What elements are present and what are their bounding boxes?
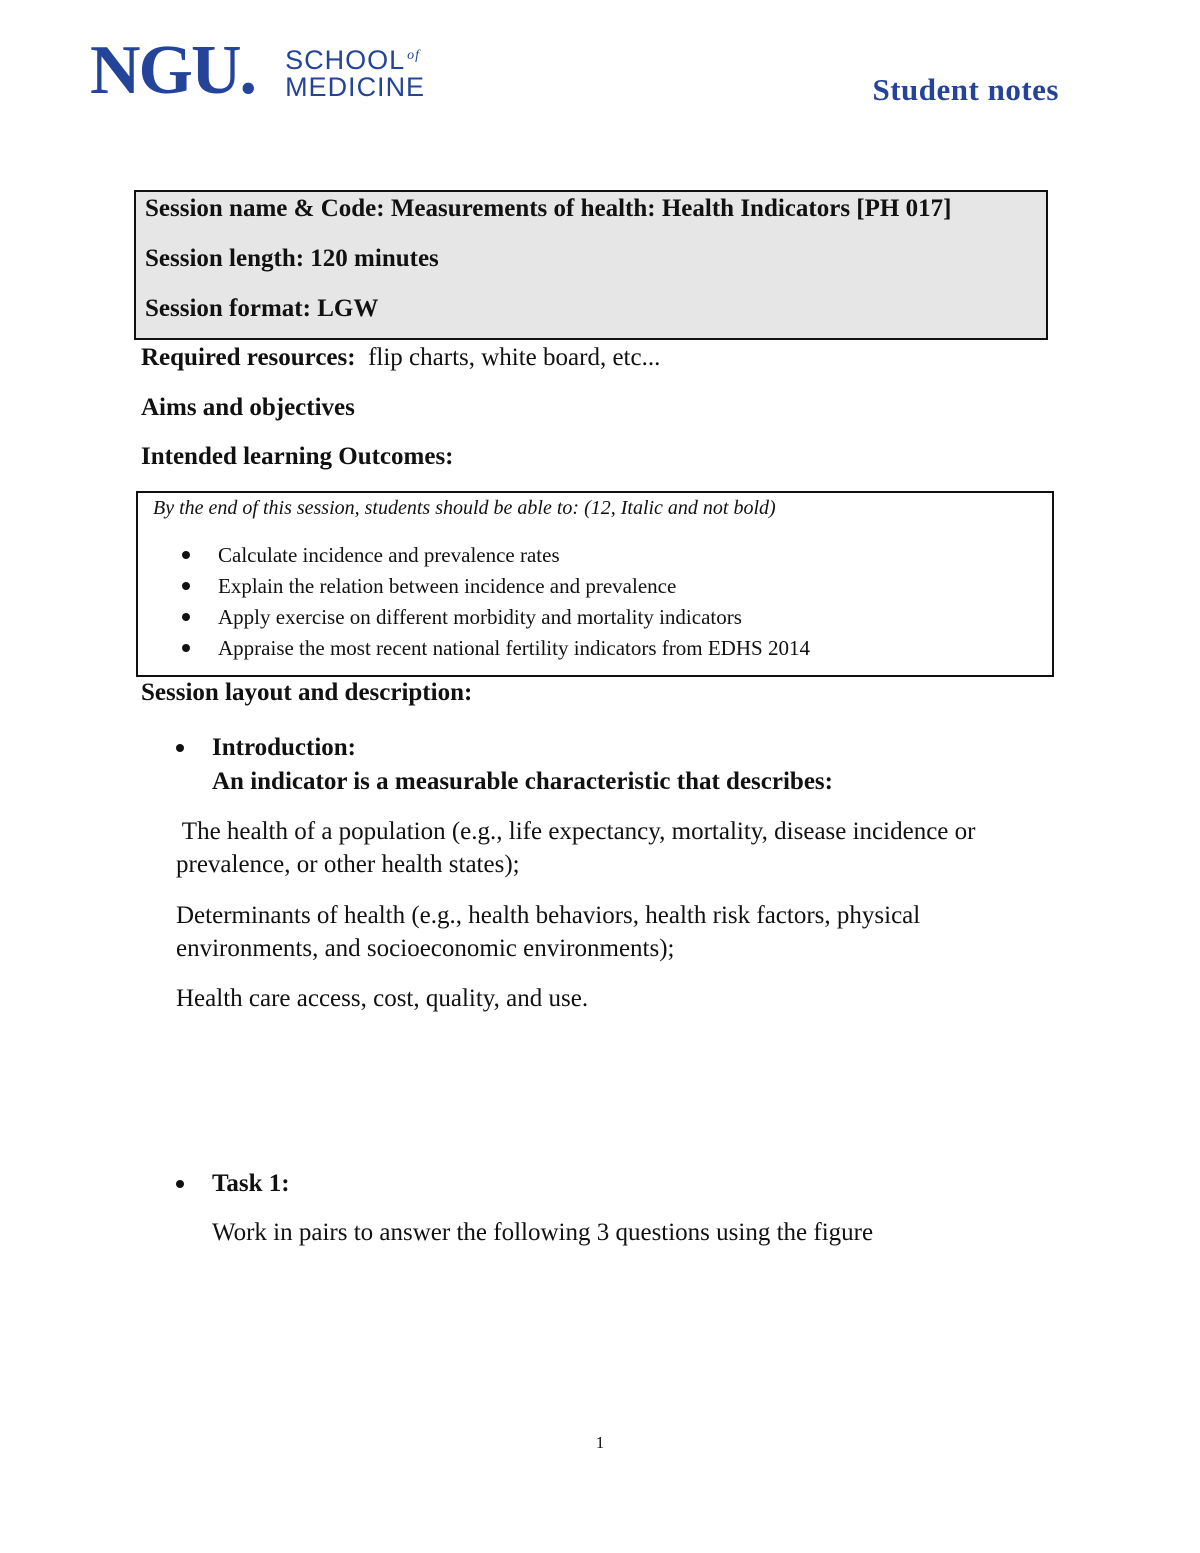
list-item-text: Explain the relation between incidence and prevalence xyxy=(218,574,677,598)
session-length: Session length: 120 minutes xyxy=(145,245,439,272)
task-1-instructions: Work in pairs to answer the following 3 questions using the figure xyxy=(212,1219,874,1246)
learning-outcomes-list xyxy=(138,541,810,665)
list-item xyxy=(138,572,810,603)
introduction-paragraph-3: Health care access, cost, quality, and use. xyxy=(176,985,589,1012)
list-item xyxy=(138,634,810,665)
logo-mark: NGU. xyxy=(90,32,256,109)
list-item xyxy=(138,541,810,572)
learning-outcomes-box xyxy=(136,491,1054,677)
logo-school-line1: SCHOOL xyxy=(285,44,406,75)
list-item-text: Appraise the most recent national fertility indicators from EDHS 2014 xyxy=(218,636,810,660)
introduction-paragraph-2-line-2: environments, and socioeconomic environments); xyxy=(176,935,675,962)
learning-outcomes-intro: By the end of this session, students should be able to: (12, Italic and not bold) xyxy=(153,497,776,519)
bullet-icon xyxy=(176,1180,184,1188)
required-resources-value: flip charts, white board, etc... xyxy=(368,344,661,371)
logo-school-line2: MEDICINE xyxy=(285,71,426,102)
task-1-label: Task 1: xyxy=(212,1170,290,1197)
introduction-label: Introduction: xyxy=(212,734,357,761)
ilo-heading: Intended learning Outcomes: xyxy=(141,443,454,470)
bullet-icon xyxy=(182,613,190,621)
bullet-icon xyxy=(182,644,190,652)
list-item-text: Calculate incidence and prevalence rates xyxy=(218,543,560,567)
introduction-paragraph-2-line-1: Determinants of health (e.g., health behaviors, health risk factors, physical xyxy=(176,902,921,929)
required-resources-label: Required resources: xyxy=(141,344,356,371)
page-number: 1 xyxy=(595,1433,605,1452)
school-logo xyxy=(90,32,426,109)
session-info-box xyxy=(134,190,1048,340)
required-resources xyxy=(141,344,660,372)
bullet-icon xyxy=(182,582,190,590)
document-type-label: Student notes xyxy=(872,72,1059,107)
bullet-icon xyxy=(182,551,190,559)
introduction-subheading: An indicator is a measurable characteristic that describes: xyxy=(212,768,833,795)
list-item-text: Apply exercise on different morbidity and mortality indicators xyxy=(218,605,742,629)
introduction-paragraph-1-line-2: prevalence, or other health states); xyxy=(176,851,520,878)
logo-school-name xyxy=(285,42,425,101)
session-name-code: Session name & Code: Measurements of health: Health Indicators [PH 017] xyxy=(145,195,952,222)
aims-heading: Aims and objectives xyxy=(141,394,355,421)
logo-school-of: of xyxy=(407,47,420,63)
list-item xyxy=(138,603,810,634)
introduction-paragraph-1-line-1: The health of a population (e.g., life expectancy, mortality, disease incidence or xyxy=(176,818,976,845)
bullet-icon xyxy=(176,744,184,752)
session-layout-heading: Session layout and description: xyxy=(141,679,473,706)
session-format: Session format: LGW xyxy=(145,295,379,322)
